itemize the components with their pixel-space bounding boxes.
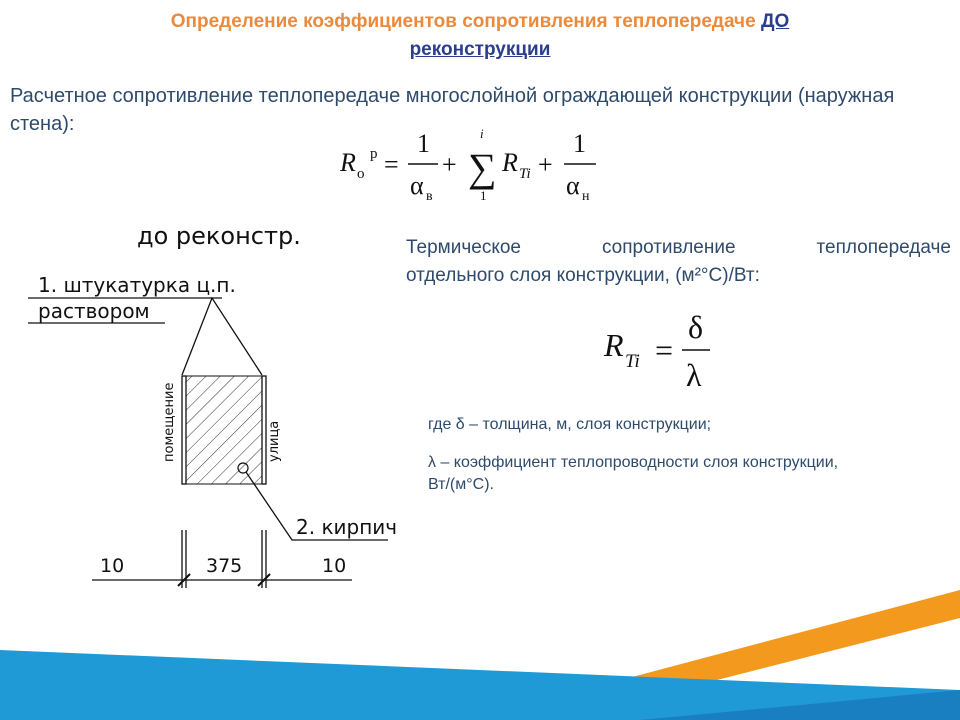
decorative-stripes [0,590,960,720]
sketch-title: до реконстр. [137,222,301,250]
formula1-sum-bottom: 1 [480,188,487,203]
formula2-delta: δ [688,309,704,345]
formula2-R: R [604,327,624,363]
formula2-eq: = [655,332,674,368]
title-tail: реконструкции [409,39,551,60]
label-outside: улица [267,420,282,462]
formula1-sum-top: i [480,128,484,141]
formula2-lambda: λ [686,357,702,393]
formula1-R: R [340,148,356,177]
formula1-alpha-a: α [410,171,424,200]
formula1-sub-n: н [582,189,590,204]
formula1-sup-p: р [370,146,378,162]
formula1-plus-a: + [442,150,457,179]
thermal-text-line1: Термическое сопротивление теплопередаче [406,237,951,258]
formula1-one-b: 1 [573,129,586,158]
formula1-sub-v: в [426,189,433,204]
note-delta: где δ – толщина, м, слоя конструкции; [428,416,712,433]
outer-plaster [262,376,266,484]
formula1-sub-Ti: Ti [519,166,531,182]
formula1-one-a: 1 [417,129,430,158]
title-main: Определение коэффициентов сопротивления теплопередаче [170,11,756,32]
thermal-resistance-text [406,234,951,290]
brick-layer [186,376,262,484]
page-title [0,8,960,64]
dim-left: 10 [100,555,125,577]
title-emphasis: ДО [760,11,790,32]
label-inside: помещение [162,382,177,462]
layer2-label: 2. кирпич [296,515,398,539]
formula-layer-resistance [598,306,728,398]
inner-plaster [182,376,186,484]
formula-total-resistance [330,128,620,210]
formula1-plus-b: + [538,150,553,179]
formula2-sub-Ti: Ti [625,351,640,372]
layer1-label-line2: раствором [38,299,150,323]
wall-section-sketch [0,200,400,600]
dim-middle: 375 [206,555,243,577]
formula1-eq: = [384,150,399,179]
formula1-alpha-b: α [566,171,580,200]
dim-right: 10 [322,555,347,577]
layer1-leader [182,298,262,375]
thermal-text-line2: отдельного слоя конструкции, (м²°С)/Вт: [406,265,760,286]
layer1-label-line1: 1. штукатурка ц.п. [38,273,236,297]
formula1-R2: R [502,148,518,177]
formula1-sigma: ∑ [468,145,497,190]
formula1-sub-o: о [357,166,365,182]
intro-text: Расчетное сопротивление теплопередаче многослойной ограждающей конструкции (наружная стена): [10,85,895,135]
note-lambda: λ – коэффициент теплопроводности слоя конструкции, Вт/(м°С). [428,454,839,493]
